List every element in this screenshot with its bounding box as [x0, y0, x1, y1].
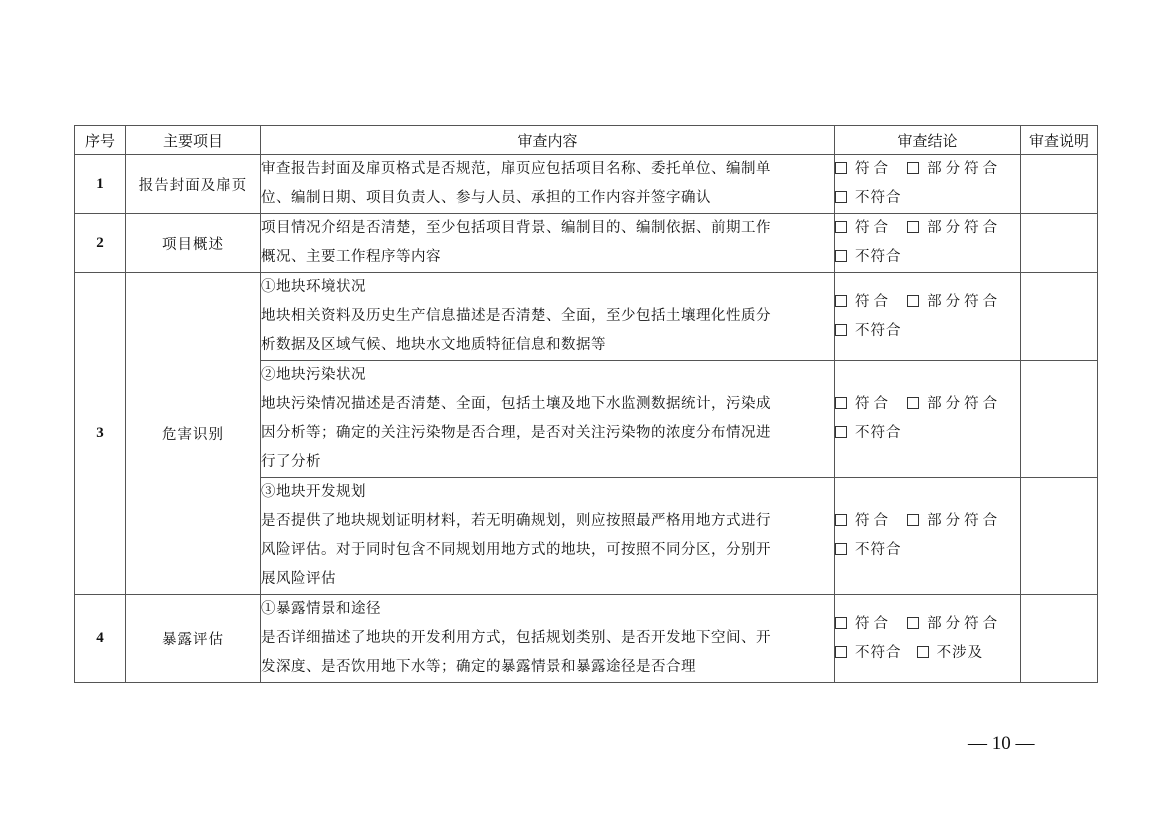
- checkbox-icon[interactable]: [835, 295, 847, 307]
- checkbox-icon[interactable]: [835, 221, 847, 233]
- option-label: 符合: [855, 220, 892, 236]
- option-label: 不涉及: [936, 644, 984, 661]
- content-line: 项目情况介绍是否清楚，至少包括项目背景、编制目的、编制依据、前期工作: [261, 220, 771, 236]
- checkbox-icon[interactable]: [835, 324, 847, 336]
- table-row: [75, 155, 1098, 214]
- option-label: 符合: [855, 293, 892, 310]
- header-row: [75, 126, 1098, 155]
- option-label: 不符合: [855, 425, 902, 441]
- option-label: 不符合: [855, 542, 902, 558]
- row-note: [1021, 155, 1098, 214]
- option-label: 符合: [855, 161, 892, 177]
- row-conclusion: [835, 361, 1021, 478]
- content-line: 风险评估。对于同时包含不同规划用地方式的地块，可按照不同分区，分别开: [261, 542, 771, 558]
- row-conclusion: [835, 595, 1021, 683]
- option-label: 部分符合: [927, 396, 1002, 412]
- content-line: 地块相关资料及历史生产信息描述是否清楚、全面，至少包括土壤理化性质分: [261, 308, 771, 324]
- option-label: 部分符合: [927, 513, 1002, 529]
- checkbox-icon[interactable]: [835, 250, 847, 262]
- header-conclusion: 审查结论: [835, 126, 1021, 155]
- row-note: [1021, 361, 1098, 478]
- content-line: ③地块开发规划: [261, 484, 366, 500]
- row-item: 报告封面及扉页: [126, 155, 261, 214]
- table-row: [75, 273, 1098, 361]
- row-conclusion: [835, 273, 1021, 361]
- checkbox-icon[interactable]: [907, 397, 919, 409]
- content-line: ①地块环境状况: [261, 279, 366, 295]
- checkbox-icon[interactable]: [907, 295, 919, 307]
- option-label: 不符合: [855, 249, 902, 265]
- content-line: 展风险评估: [261, 571, 336, 587]
- row-content: [261, 155, 835, 214]
- row-conclusion: [835, 214, 1021, 273]
- option-label: 符合: [855, 513, 892, 529]
- row-item: 危害识别: [126, 273, 261, 595]
- content-line: 概况、主要工作程序等内容: [261, 249, 441, 265]
- checkbox-icon[interactable]: [907, 221, 919, 233]
- row-number: 4: [75, 595, 126, 683]
- row-number: 1: [75, 155, 126, 214]
- row-conclusion: [835, 155, 1021, 214]
- checkbox-icon[interactable]: [907, 617, 919, 629]
- checkbox-icon[interactable]: [907, 514, 919, 526]
- row-conclusion: [835, 478, 1021, 595]
- table-row: [75, 214, 1098, 273]
- content-line: 地块污染情况描述是否清楚、全面，包括土壤及地下水监测数据统计，污染成: [261, 396, 771, 412]
- content-line: 因分析等；确定的关注污染物是否合理，是否对关注污染物的浓度分布情况进: [261, 425, 771, 441]
- content-line: 行了分析: [261, 454, 321, 470]
- option-label: 部分符合: [927, 220, 1002, 236]
- row-note: [1021, 478, 1098, 595]
- row-item: 项目概述: [126, 214, 261, 273]
- checkbox-icon[interactable]: [835, 162, 847, 174]
- row-number: 3: [75, 273, 126, 595]
- option-label: 部分符合: [927, 161, 1002, 177]
- header-no: 序号: [75, 126, 126, 155]
- content-line: 发深度、是否饮用地下水等；确定的暴露情景和暴露途径是否合理: [261, 659, 696, 675]
- option-label: 不符合: [855, 322, 902, 339]
- content-line: 析数据及区域气候、地块水文地质特征信息和数据等: [261, 337, 606, 353]
- content-line: 是否提供了地块规划证明材料，若无明确规划，则应按照最严格用地方式进行: [261, 513, 771, 529]
- content-line: ①暴露情景和途径: [261, 601, 381, 617]
- option-label: 符合: [855, 396, 892, 412]
- option-label: 不符合: [855, 644, 902, 661]
- header-note: 审查说明: [1021, 126, 1098, 155]
- row-item: 暴露评估: [126, 595, 261, 683]
- checkbox-icon[interactable]: [917, 646, 929, 658]
- checkbox-icon[interactable]: [835, 617, 847, 629]
- row-note: [1021, 595, 1098, 683]
- row-content: [261, 214, 835, 273]
- option-label: 部分符合: [927, 615, 1002, 632]
- review-table: [74, 125, 1098, 683]
- row-content: [261, 595, 835, 683]
- table-row: [75, 595, 1098, 683]
- checkbox-icon[interactable]: [835, 514, 847, 526]
- option-label: 符合: [855, 615, 892, 632]
- content-line: 位、编制日期、项目负责人、参与人员、承担的工作内容并签字确认: [261, 190, 711, 206]
- checkbox-icon[interactable]: [835, 543, 847, 555]
- option-label: 不符合: [855, 190, 902, 206]
- row-content: [261, 478, 835, 595]
- row-number: 2: [75, 214, 126, 273]
- row-content: [261, 361, 835, 478]
- checkbox-icon[interactable]: [835, 191, 847, 203]
- row-content: [261, 273, 835, 361]
- header-item: 主要项目: [126, 126, 261, 155]
- content-line: 审查报告封面及扉页格式是否规范，扉页应包括项目名称、委托单位、编制单: [261, 161, 771, 177]
- content-line: ②地块污染状况: [261, 367, 366, 383]
- checkbox-icon[interactable]: [835, 426, 847, 438]
- page-number: — 10 —: [968, 733, 1035, 754]
- content-line: 是否详细描述了地块的开发利用方式，包括规划类别、是否开发地下空间、开: [261, 630, 771, 646]
- checkbox-icon[interactable]: [907, 162, 919, 174]
- checkbox-icon[interactable]: [835, 646, 847, 658]
- row-note: [1021, 273, 1098, 361]
- header-content: 审查内容: [261, 126, 835, 155]
- option-label: 部分符合: [927, 293, 1002, 310]
- row-note: [1021, 214, 1098, 273]
- checkbox-icon[interactable]: [835, 397, 847, 409]
